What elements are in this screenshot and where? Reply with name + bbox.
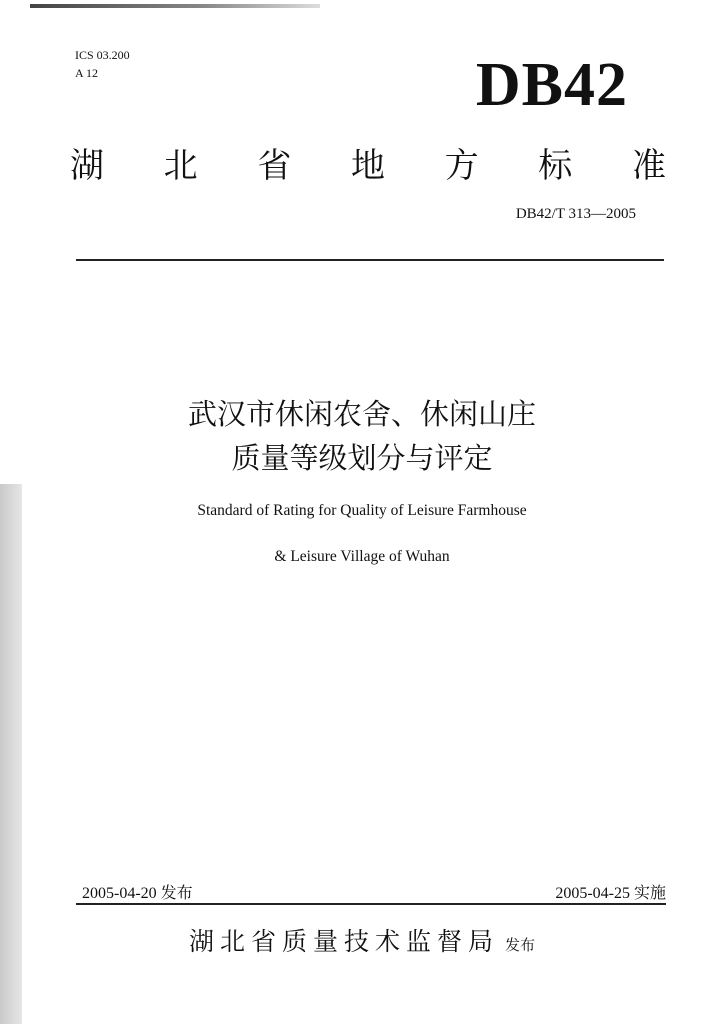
english-title	[0, 488, 724, 580]
chinese-title-line1: 武汉市休闲农舍、休闲山庄	[187, 397, 536, 431]
classification-block	[75, 46, 130, 82]
province-char: 方	[444, 146, 479, 186]
class-code: A 12	[75, 66, 99, 80]
ics-code: ICS 03.200	[75, 48, 130, 62]
province-char: 准	[631, 146, 666, 186]
implement-date: 2005-04-25 实施	[555, 885, 666, 902]
publisher-suffix: 发布	[505, 936, 536, 954]
chinese-title	[0, 392, 724, 480]
province-char: 省	[257, 146, 292, 186]
chinese-title-line2: 质量等级划分与评定	[231, 441, 493, 475]
english-title-line1: Standard of Rating for Quality of Leisure Farmhouse	[197, 502, 527, 519]
province-char: 北	[163, 146, 198, 186]
header-divider	[76, 259, 664, 261]
publisher-name: 湖北省质量技术监督局	[188, 927, 499, 956]
standard-mark: DB42	[475, 51, 628, 119]
footer-divider	[76, 903, 666, 905]
english-title-line2: & Leisure Village of Wuhan	[274, 548, 450, 565]
province-char: 湖	[70, 146, 104, 186]
scan-edge-top	[30, 4, 320, 8]
province-char: 标	[538, 146, 573, 186]
province-char: 地	[350, 146, 385, 186]
issue-date: 2005-04-20 发布	[82, 885, 193, 902]
publisher-line	[0, 922, 724, 958]
province-standard-heading	[70, 138, 666, 187]
standard-number: DB42/T 313—2005	[515, 206, 636, 222]
